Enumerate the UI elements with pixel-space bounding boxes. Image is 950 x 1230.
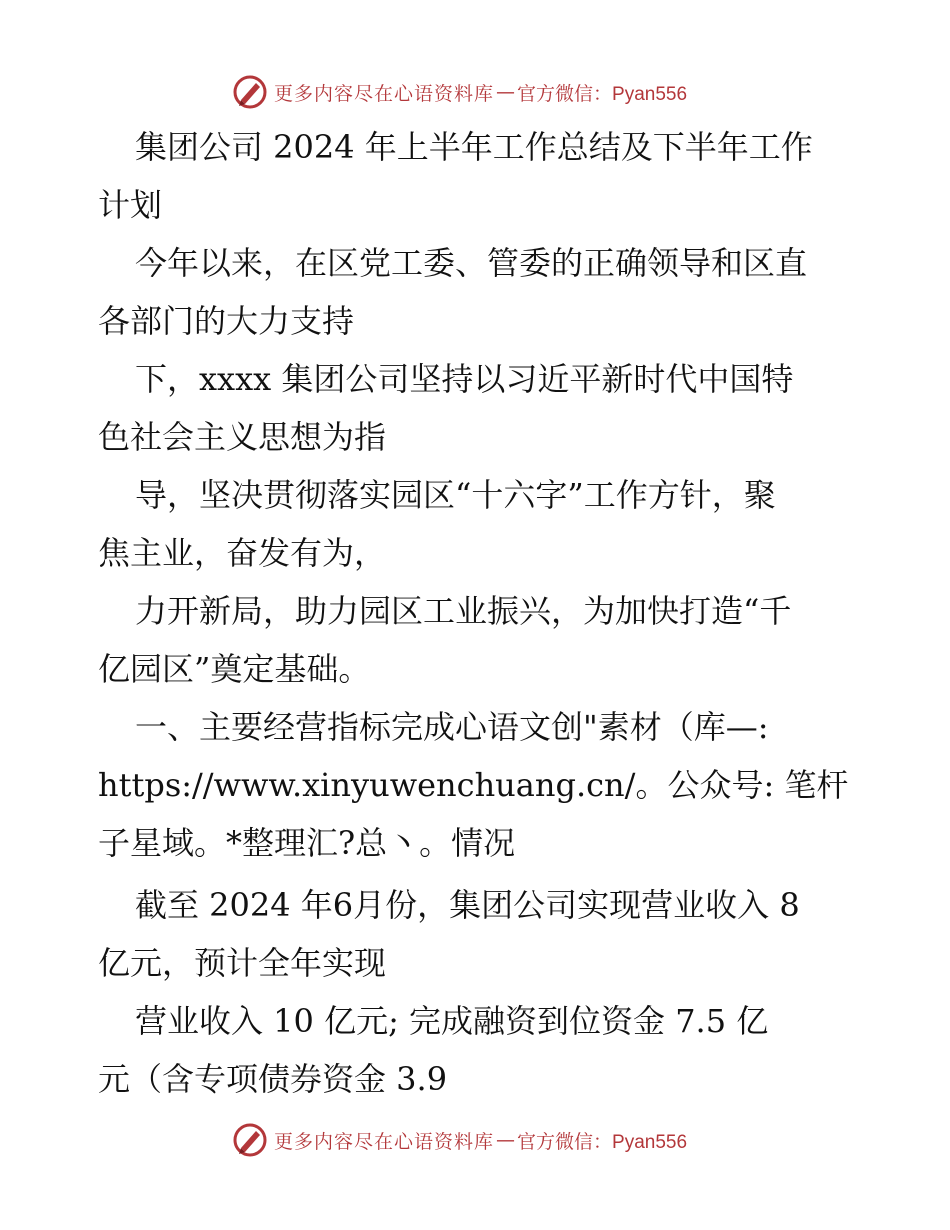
section-heading-line: 一、主要经营指标完成心语文创"素材（库—: [135,708,769,746]
paragraph-line: 营业收入 10 亿元; 完成融资到位资金 7.5 亿 [135,1002,769,1040]
pen-logo-icon [232,1122,268,1158]
paragraph-line: 各部门的大力支持 [98,302,355,340]
banner-dash: — [496,81,516,103]
footer-banner [232,1120,687,1160]
paragraph-line: 今年以来，在区党工委、管委的正确领导和区直 [135,244,808,282]
banner-contact-text: 官方微信：Pyan556 [517,83,688,105]
paragraph-line: 下，xxxx 集团公司坚持以习近平新时代中国特 [135,360,794,398]
paragraph-line: https://www.xinyuwenchuang.cn/。公众号: 笔杆 [98,766,849,804]
paragraph-line: 色社会主义思想为指 [98,418,387,456]
paragraph-line: 截至 2024 年6月份，集团公司实现营业收入 8 [135,886,800,924]
paragraph-line: 元（含专项债券资金 3.9 [98,1060,448,1098]
header-banner [232,72,687,112]
banner-dash: — [496,1129,516,1151]
paragraph-line: 力开新局，助力园区工业振兴，为加快打造“千 [135,592,792,630]
banner-site-text: 更多内容尽在心语资料库 [274,1130,495,1153]
banner-contact-text: 官方微信：Pyan556 [517,1131,688,1153]
paragraph-line: 导，坚决贯彻落实园区“十六字”工作方针，聚 [135,476,776,514]
paragraph-line: 焦主业，奋发有为， [98,534,387,572]
pen-logo-icon [232,74,268,110]
title-line-1: 集团公司 2024 年上半年工作总结及下半年工作 [135,128,813,166]
paragraph-line: 亿园区”奠定基础。 [98,650,371,688]
paragraph-line: 子星域。*整理汇?总丶。情况 [98,824,516,862]
paragraph-line: 亿元，预计全年实现 [98,944,387,982]
title-line-2: 计划 [98,186,163,224]
banner-site-text: 更多内容尽在心语资料库 [274,82,495,105]
